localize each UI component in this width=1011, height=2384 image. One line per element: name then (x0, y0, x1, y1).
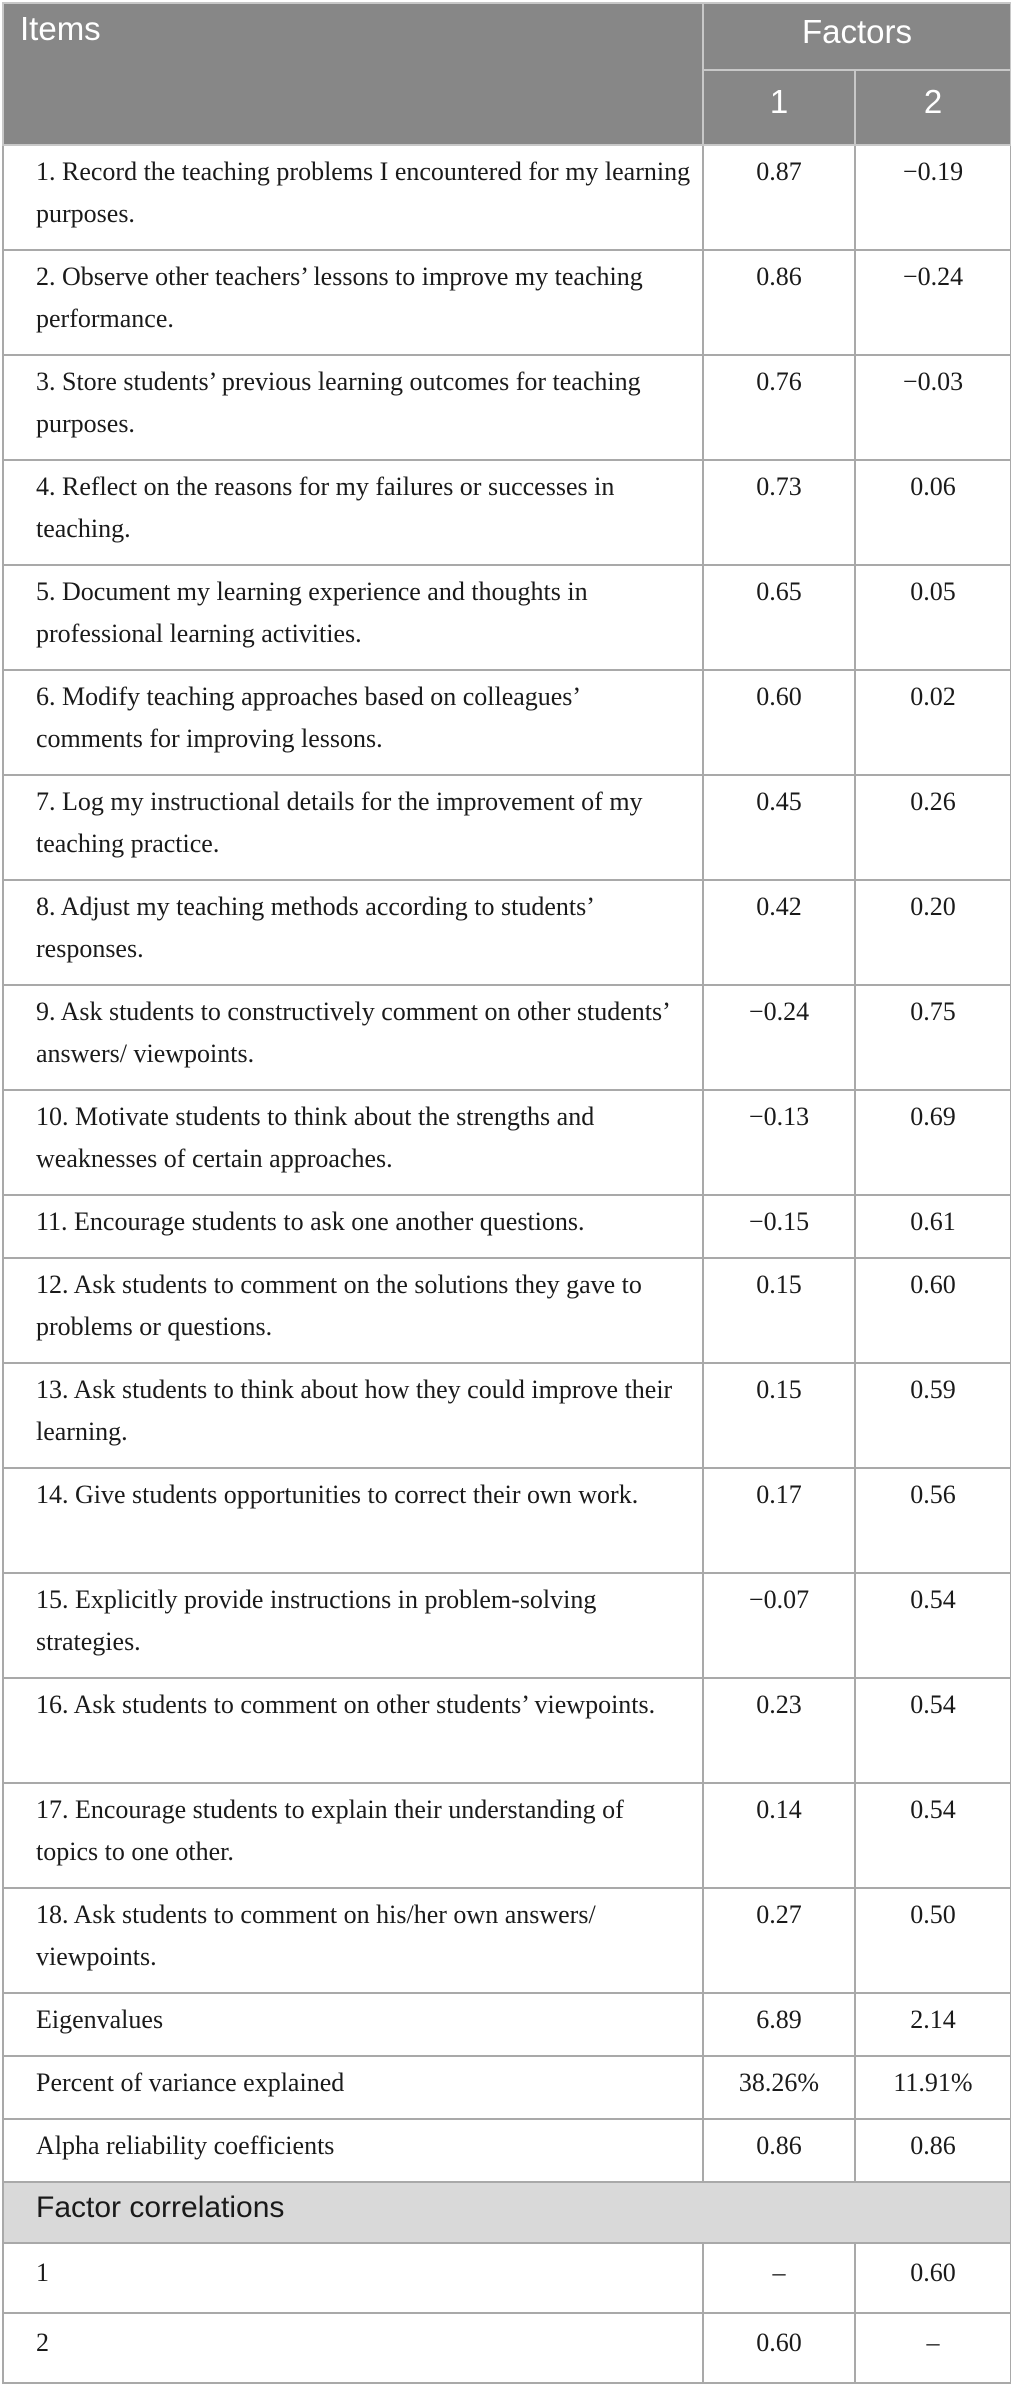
factor-1-loading: 0.86 (703, 250, 855, 355)
correlation-row (3, 2243, 1011, 2313)
factor-2-loading: 0.61 (855, 1195, 1011, 1258)
table-row (3, 1258, 1011, 1363)
table-row (3, 1468, 1011, 1573)
factor-2-loading: 0.59 (855, 1363, 1011, 1468)
table-row (3, 565, 1011, 670)
factor-2-correlation: – (855, 2313, 1011, 2383)
table-row (3, 1678, 1011, 1783)
stat-label: Eigenvalues (3, 1993, 703, 2056)
factor-1-loading: −0.15 (703, 1195, 855, 1258)
factor-loadings-table (2, 2, 1011, 2384)
factors-column-header: Factors (703, 3, 1011, 70)
factor-2-loading: 0.69 (855, 1090, 1011, 1195)
item-text: 7. Log my instructional details for the improvement of my teaching practice. (3, 775, 703, 880)
factor-1-stat: 0.86 (703, 2119, 855, 2182)
items-column-header: Items (3, 3, 703, 145)
item-text: 9. Ask students to constructively comment on other students’ answers/ viewpoints. (3, 985, 703, 1090)
factor-1-loading: 0.65 (703, 565, 855, 670)
table-row (3, 1195, 1011, 1258)
stat-label: Alpha reliability coefficients (3, 2119, 703, 2182)
factor-1-loading: 0.45 (703, 775, 855, 880)
item-text: 1. Record the teaching problems I encountered for my learning purposes. (3, 145, 703, 250)
factor-1-loading: 0.60 (703, 670, 855, 775)
factor-2-loading: 0.50 (855, 1888, 1011, 1993)
factor-1-loading: −0.24 (703, 985, 855, 1090)
table-row (3, 145, 1011, 250)
factor-1-correlation: 0.60 (703, 2313, 855, 2383)
factor-2-header: 2 (855, 70, 1011, 145)
eigenvalues-row (3, 1993, 1011, 2056)
factor-correlations-heading: Factor correlations (3, 2182, 1011, 2243)
correlation-label: 1 (3, 2243, 703, 2313)
factor-correlations-section-row (3, 2182, 1011, 2243)
factor-1-header: 1 (703, 70, 855, 145)
table-row (3, 1090, 1011, 1195)
table-row (3, 985, 1011, 1090)
item-text: 14. Give students opportunities to correct their own work. (3, 1468, 703, 1573)
factor-1-loading: 0.73 (703, 460, 855, 565)
item-text: 8. Adjust my teaching methods according to students’ responses. (3, 880, 703, 985)
item-text: 13. Ask students to think about how they could improve their learning. (3, 1363, 703, 1468)
factor-2-loading: 0.06 (855, 460, 1011, 565)
table-body (3, 145, 1011, 2383)
factor-1-loading: 0.42 (703, 880, 855, 985)
factor-2-loading: −0.03 (855, 355, 1011, 460)
item-text: 5. Document my learning experience and thoughts in professional learning activities. (3, 565, 703, 670)
factor-1-correlation: – (703, 2243, 855, 2313)
table-row (3, 355, 1011, 460)
factor-1-loading: 0.76 (703, 355, 855, 460)
factor-2-loading: 0.75 (855, 985, 1011, 1090)
factor-1-loading: −0.07 (703, 1573, 855, 1678)
factor-2-loading: −0.19 (855, 145, 1011, 250)
table-row (3, 250, 1011, 355)
table-row (3, 775, 1011, 880)
factor-1-loading: 0.27 (703, 1888, 855, 1993)
table-row (3, 670, 1011, 775)
factor-1-loading: 0.17 (703, 1468, 855, 1573)
table-row (3, 880, 1011, 985)
table-row (3, 1363, 1011, 1468)
table-header (3, 3, 1011, 145)
factor-1-stat: 6.89 (703, 1993, 855, 2056)
factor-2-stat: 2.14 (855, 1993, 1011, 2056)
factor-1-loading: 0.23 (703, 1678, 855, 1783)
stat-label: Percent of variance explained (3, 2056, 703, 2119)
factor-1-loading: 0.15 (703, 1363, 855, 1468)
factor-2-stat: 11.91% (855, 2056, 1011, 2119)
item-text: 3. Store students’ previous learning outcomes for teaching purposes. (3, 355, 703, 460)
item-text: 16. Ask students to comment on other students’ viewpoints. (3, 1678, 703, 1783)
table-row (3, 460, 1011, 565)
item-text: 10. Motivate students to think about the strengths and weaknesses of certain approaches. (3, 1090, 703, 1195)
item-text: 15. Explicitly provide instructions in problem-solving strategies. (3, 1573, 703, 1678)
table-row (3, 1783, 1011, 1888)
correlation-label: 2 (3, 2313, 703, 2383)
factor-2-loading: 0.05 (855, 565, 1011, 670)
factor-2-loading: 0.20 (855, 880, 1011, 985)
factor-2-loading: 0.02 (855, 670, 1011, 775)
factor-1-loading: 0.87 (703, 145, 855, 250)
factor-2-loading: −0.24 (855, 250, 1011, 355)
item-text: 4. Reflect on the reasons for my failures or successes in teaching. (3, 460, 703, 565)
item-text: 17. Encourage students to explain their understanding of topics to one other. (3, 1783, 703, 1888)
table-row (3, 1573, 1011, 1678)
table-row (3, 1888, 1011, 1993)
item-text: 6. Modify teaching approaches based on colleagues’ comments for improving lessons. (3, 670, 703, 775)
factor-1-loading: 0.14 (703, 1783, 855, 1888)
factor-2-loading: 0.54 (855, 1573, 1011, 1678)
factor-2-loading: 0.56 (855, 1468, 1011, 1573)
factor-2-correlation: 0.60 (855, 2243, 1011, 2313)
factor-1-loading: −0.13 (703, 1090, 855, 1195)
factor-2-stat: 0.86 (855, 2119, 1011, 2182)
factor-2-loading: 0.54 (855, 1678, 1011, 1783)
item-text: 18. Ask students to comment on his/her own answers/ viewpoints. (3, 1888, 703, 1993)
correlation-row (3, 2313, 1011, 2383)
item-text: 2. Observe other teachers’ lessons to improve my teaching performance. (3, 250, 703, 355)
alpha-reliability-row (3, 2119, 1011, 2182)
factor-1-loading: 0.15 (703, 1258, 855, 1363)
factor-2-loading: 0.54 (855, 1783, 1011, 1888)
factor-2-loading: 0.26 (855, 775, 1011, 880)
variance-explained-row (3, 2056, 1011, 2119)
item-text: 11. Encourage students to ask one another questions. (3, 1195, 703, 1258)
factor-2-loading: 0.60 (855, 1258, 1011, 1363)
item-text: 12. Ask students to comment on the solutions they gave to problems or questions. (3, 1258, 703, 1363)
factor-1-stat: 38.26% (703, 2056, 855, 2119)
